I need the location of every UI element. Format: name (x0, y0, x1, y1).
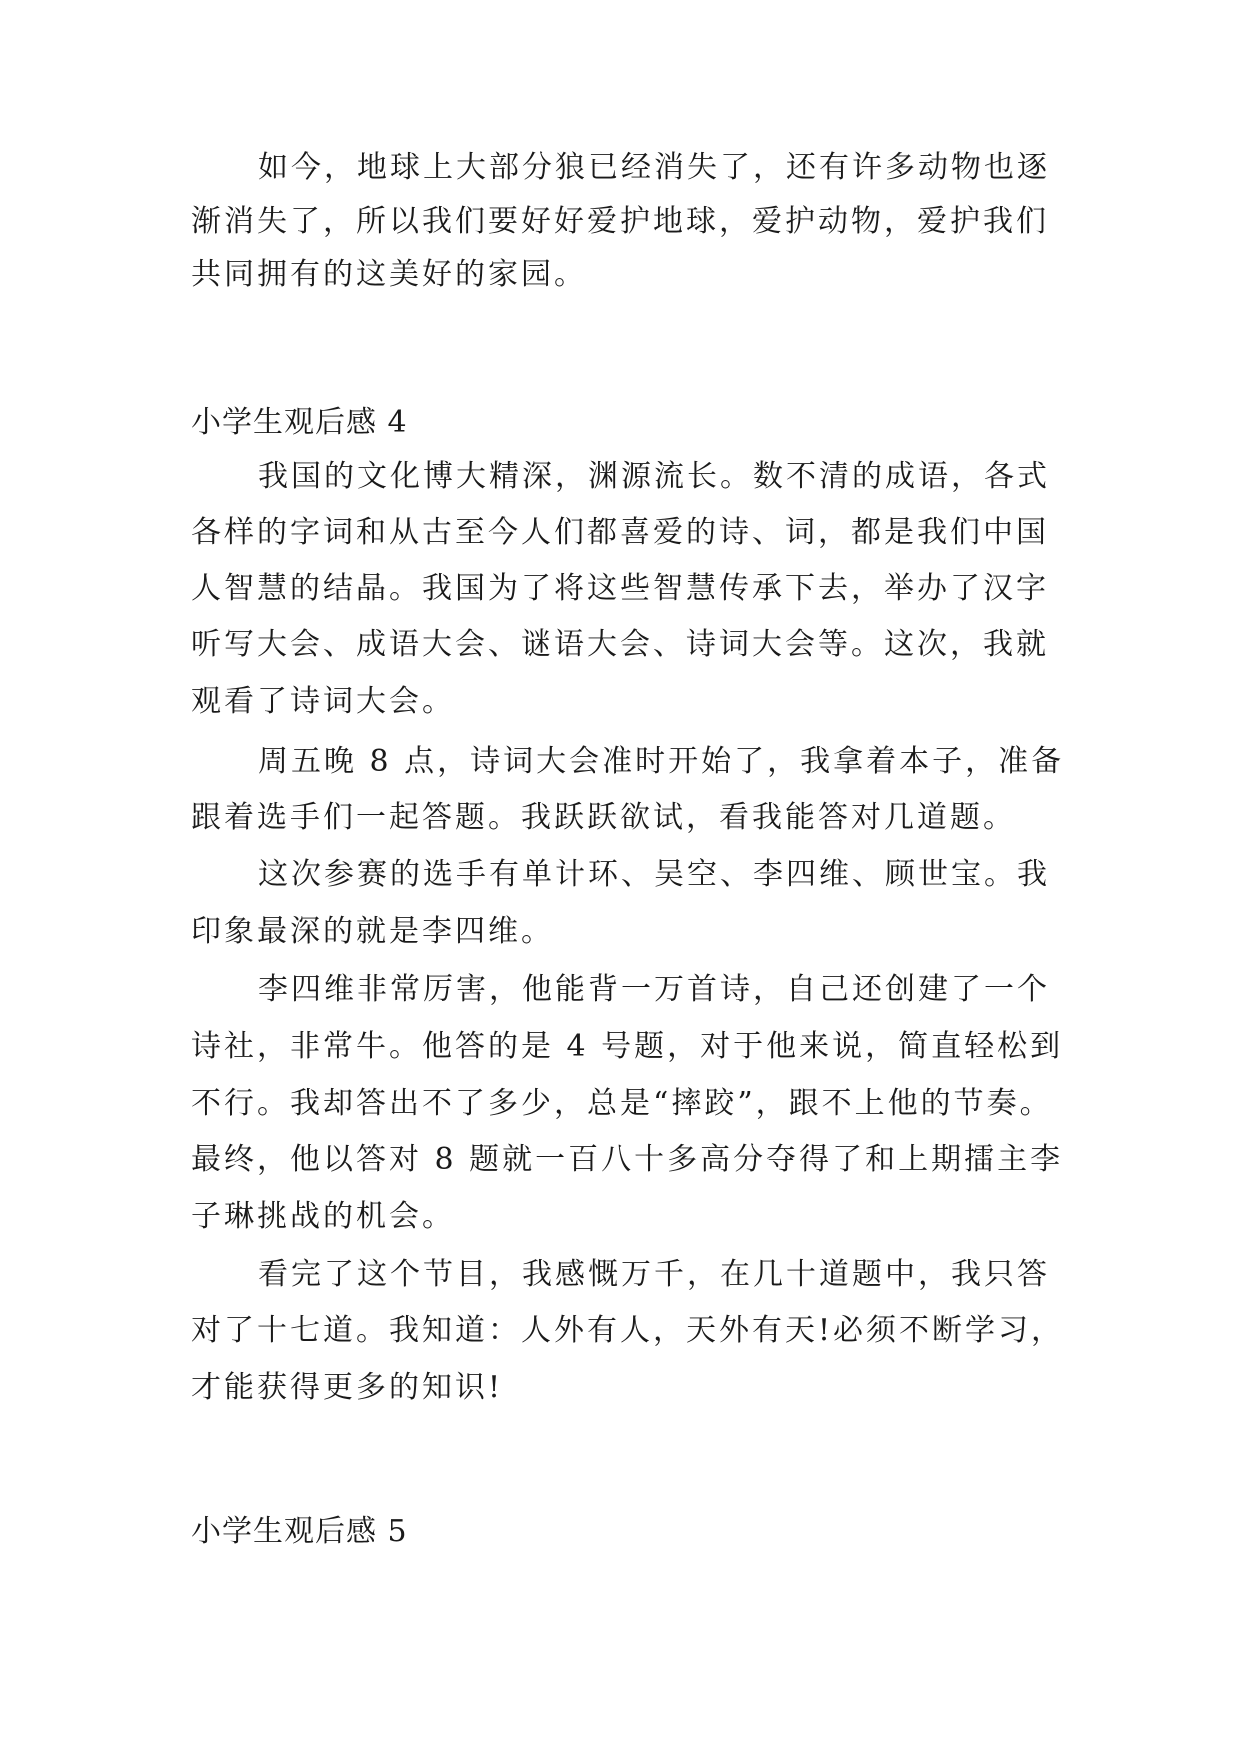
paragraph-line: 李四维非常厉害，他能背一万首诗，自己还创建了一个 (258, 972, 1050, 1007)
paragraph-line: 如今，地球上大部分狼已经消失了，还有许多动物也逐 (258, 150, 1050, 185)
paragraph-line: 这次参赛的选手有单计环、吴空、李四维、顾世宝。我 (258, 857, 1050, 892)
paragraph-line: 周五晚 8 点，诗词大会准时开始了，我拿着本子，准备 (258, 744, 1065, 779)
section-heading: 小学生观后感 5 (191, 1514, 408, 1549)
paragraph-line: 对了十七道。我知道：人外有人，天外有天!必须不断学习， (191, 1313, 1065, 1348)
paragraph-line: 听写大会、成语大会、谜语大会、诗词大会等。这次，我就 (191, 627, 1049, 662)
paragraph-line: 渐消失了，所以我们要好好爱护地球，爱护动物，爱护我们 (191, 204, 1049, 239)
paragraph-line: 最终，他以答对 8 题就一百八十多高分夺得了和上期擂主李 (191, 1142, 1064, 1177)
paragraph-line: 人智慧的结晶。我国为了将这些智慧传承下去，举办了汉字 (191, 571, 1049, 606)
paragraph-line: 我国的文化博大精深，渊源流长。数不清的成语，各式 (258, 459, 1050, 494)
section-heading: 小学生观后感 4 (191, 405, 408, 440)
paragraph-line: 各样的字词和从古至今人们都喜爱的诗、词，都是我们中国 (191, 515, 1049, 550)
paragraph-line: 跟着选手们一起答题。我跃跃欲试，看我能答对几道题。 (191, 800, 1016, 835)
paragraph-line: 印象最深的就是李四维。 (191, 914, 554, 949)
paragraph-line: 共同拥有的这美好的家园。 (191, 257, 587, 292)
paragraph-line: 看完了这个节目，我感慨万千，在几十道题中，我只答 (258, 1257, 1050, 1292)
paragraph-line: 不行。我却答出不了多少，总是“摔跤”，跟不上他的节奏。 (191, 1086, 1053, 1121)
paragraph-line: 子琳挑战的机会。 (191, 1199, 455, 1234)
paragraph-line: 观看了诗词大会。 (191, 684, 455, 719)
paragraph-line: 诗社，非常牛。他答的是 4 号题，对于他来说，简直轻松到 (191, 1029, 1064, 1064)
paragraph-line: 才能获得更多的知识! (191, 1370, 504, 1405)
